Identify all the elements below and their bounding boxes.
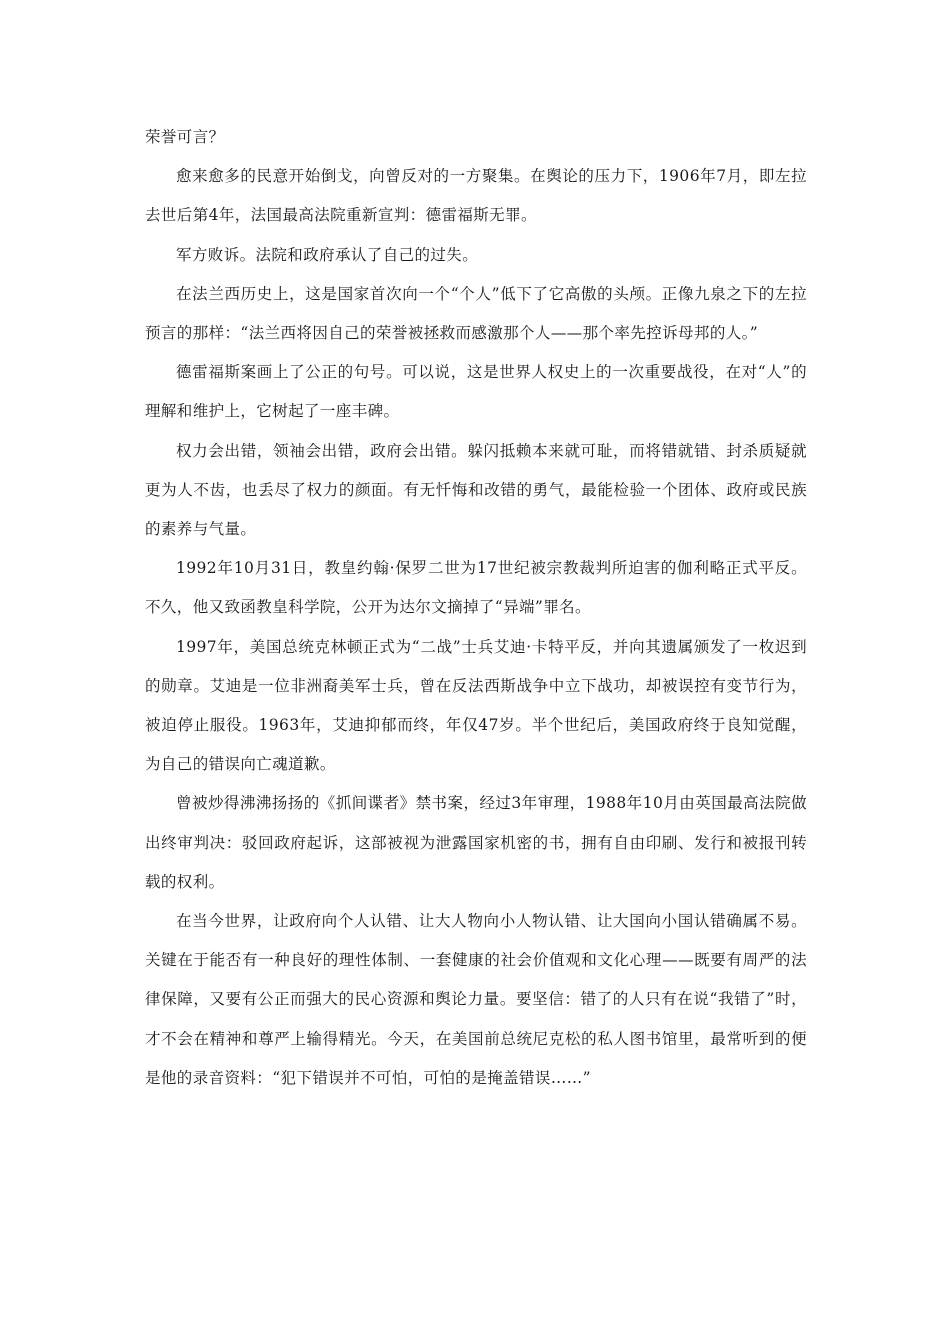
paragraph-3: 军方败诉。法院和政府承认了自己的过失。 bbox=[176, 245, 479, 264]
paragraph-10: 在当今世界，让政府向个人认错、让大人物向小人物认错、让大国向小国认错确属不易。关键在于能否有一种良好的理性体制、一套健康的社会价值观和文化心理——既要有周严的法律保障，又要有公正而强大的民心资源和舆论力量。要坚信：错了的人只有在说“我错了”时，才不会在精神和尊严上输得精光。今天，在美国前总统尼克松的私人图书馆里，最常听到的便是他的录音资料：“犯下错误并不可怕，可怕的是掩盖错误……” bbox=[145, 912, 807, 1087]
paragraph-9: 曾被炒得沸沸扬扬的《抓间谍者》禁书案，经过3年审理，1988年10月由英国最高法院做出终审判决：驳回政府起诉，这部被视为泄露国家机密的书，拥有自由印刷、发行和被报刊转载的权利。 bbox=[145, 794, 807, 891]
document-body bbox=[145, 118, 807, 1098]
paragraph-1: 荣誉可言？ bbox=[145, 128, 225, 146]
paragraph-8: 1997年，美国总统克林顿正式为“二战”士兵艾迪·卡特平反，并向其遗属颁发了一枚迟到的勋章。艾迪是一位非洲裔美军士兵，曾在反法西斯战争中立下战功，却被误控有变节行为，被迫停止服役。1963年，艾迪抑郁而终，年仅47岁。半个世纪后，美国政府终于良知觉醒，为自己的错误向亡魂道歉。 bbox=[145, 637, 807, 774]
paragraph-7: 1992年10月31日，教皇约翰·保罗二世为17世纪被宗教裁判所迫害的伽利略正式平反。不久，他又致函教皇科学院，公开为达尔文摘掉了“异端”罪名。 bbox=[145, 559, 807, 617]
paragraph-5: 德雷福斯案画上了公正的句号。可以说，这是世界人权史上的一次重要战役，在对“人”的理解和维护上，它树起了一座丰碑。 bbox=[145, 363, 807, 421]
paragraph-6: 权力会出错，领袖会出错，政府会出错。躲闪抵赖本来就可耻，而将错就错、封杀质疑就更为人不齿，也丢尽了权力的颜面。有无忏悔和改错的勇气，最能检验一个团体、政府或民族的素养与气量。 bbox=[145, 441, 807, 539]
paragraph-4: 在法兰西历史上，这是国家首次向一个“个人”低下了它高傲的头颅。正像九泉之下的左拉预言的那样：“法兰西将因自己的荣誉被拯救而感激那个人——那个率先控诉母邦的人。” bbox=[145, 284, 807, 343]
paragraph-2: 愈来愈多的民意开始倒戈，向曾反对的一方聚集。在舆论的压力下，1906年7月，即左拉去世后第4年，法国最高法院重新宣判：德雷福斯无罪。 bbox=[145, 167, 807, 225]
